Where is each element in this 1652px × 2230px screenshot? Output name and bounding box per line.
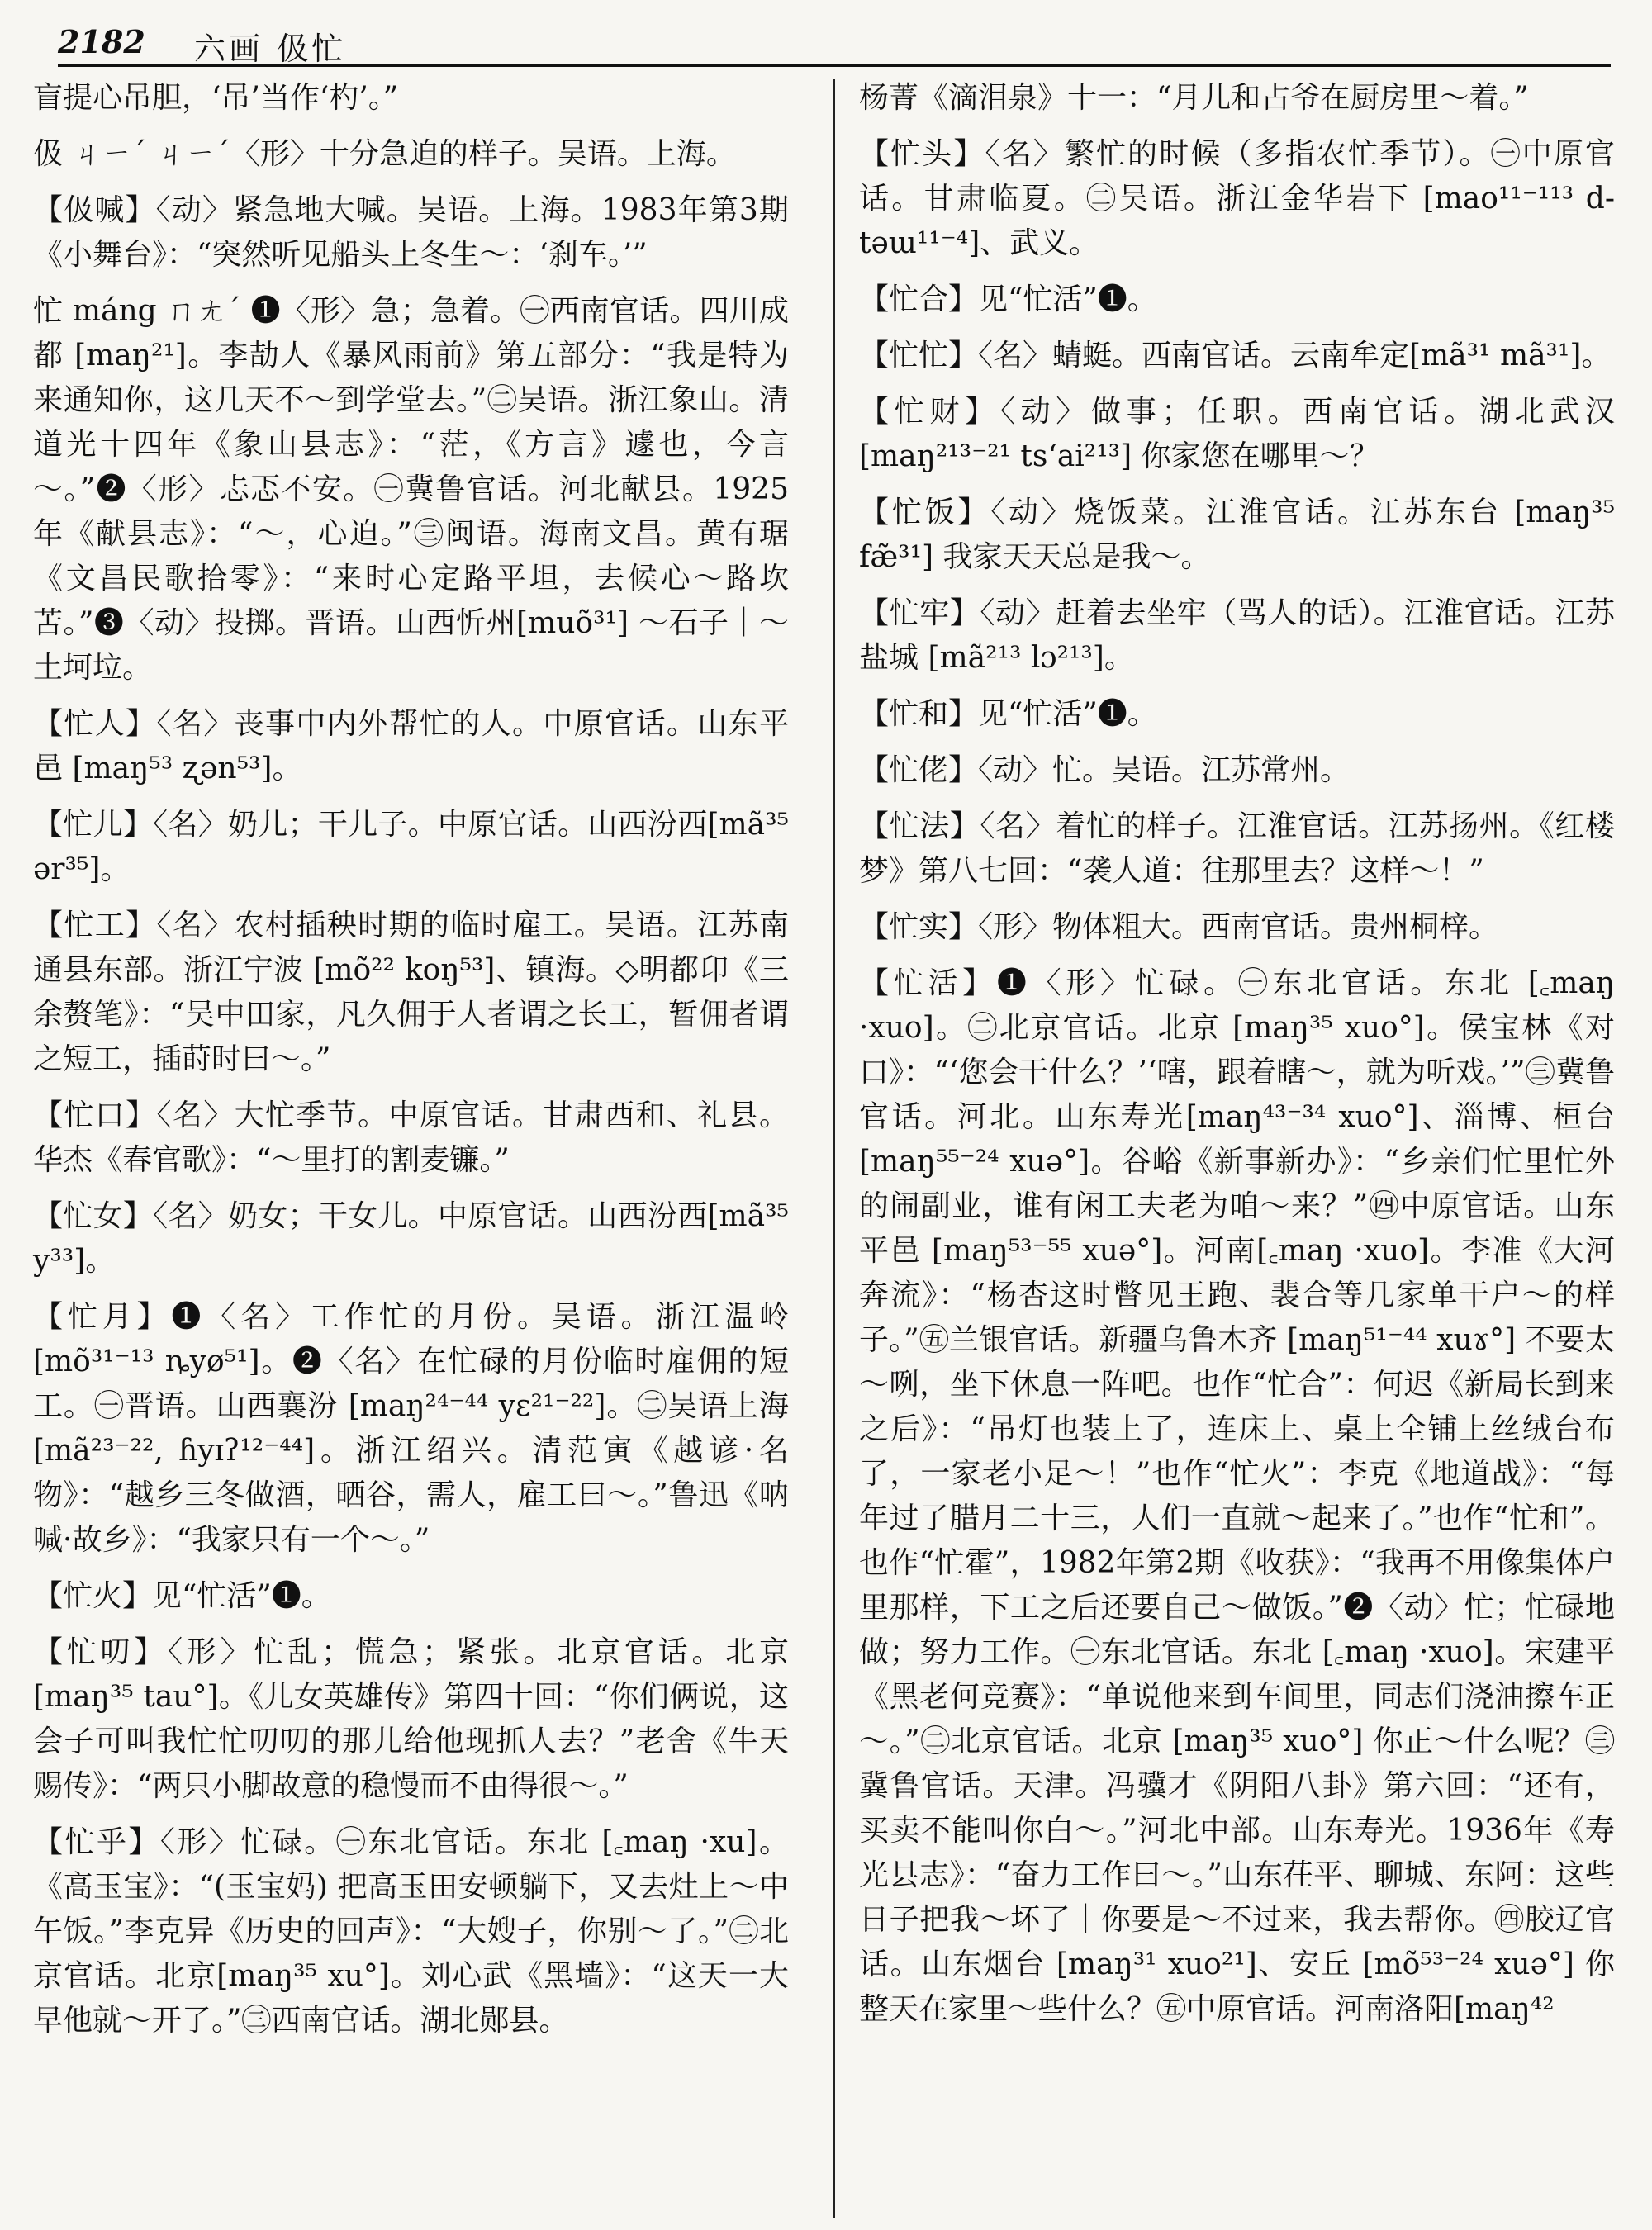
entry-mang-kou: 【忙口】〈名〉大忙季节。中原官话。甘肃西和、礼县。华杰《春官歌》：“～里打的割麦镰。” [33,1098,789,1177]
right-column [859,76,1615,2043]
entry-continuation: 盲提心吊胆，‘吊’当作‘杓’。” [33,81,399,115]
column-divider [833,79,835,2218]
entry-mang-he: 【忙合】见“忙活”❶。 [859,282,1157,316]
entry-mang-gong: 【忙工】〈名〉农村插秧时期的临时雇工。吴语。江苏南通县东部。浙江宁波 [mõ²² koŋ⁵³]、镇海。◇明都卬《三余赘笔》：“吴中田家，凡久佣于人者谓之长工，暂佣者谓之短工，插莳时曰～。” [33,909,789,1076]
page-number: 2182 [58,23,145,60]
entry-mang-huo: 【忙火】见“忙活”❶。 [33,1579,331,1613]
entry-mang-tou: 【忙头】〈名〉繁忙的时候（多指农忙季节）。㊀中原官话。甘肃临夏。㊁吴语。浙江金华岩下 [mao¹¹⁻¹¹³ d-təɯ¹¹⁻⁴]、武义。 [859,137,1615,260]
entry-mang-dao: 【忙叨】〈形〉忙乱；慌急；紧张。北京官话。北京 [maŋ³⁵ tau°]。《儿女英雄传》第四十回：“你们俩说，这会子可叫我忙忙叨叨的那儿给他现抓人去？”老舍《牛天赐传》：“两只小脚故意的稳慢而不由得很～。” [33,1635,789,1803]
entry-continuation-right: 杨菁《滴泪泉》十一：“月儿和占爷在厨房里～着。” [859,81,1529,115]
section-label: 六画 伋忙 [194,31,347,67]
entry-mang-er: 【忙儿】〈名〉奶儿；干儿子。中原官话。山西汾西[mã³⁵ ər³⁵]。 [33,808,789,886]
entry-mang-lao: 【忙牢】〈动〉赶着去坐牢（骂人的话）。江淮官话。江苏盐城 [mã²¹³ lɔ²¹³]。 [859,596,1615,675]
page-header [58,17,1611,67]
entry-mang-yue: 【忙月】❶〈名〉工作忙的月份。吴语。浙江温岭 [mõ³¹⁻¹³ ȵyø⁵¹]。❷〈名〉在忙碌的月份临时雇佣的短工。㊀晋语。山西襄汾 [maŋ²⁴⁻⁴⁴ yɛ²¹⁻²²]。㊁吴语上海 [mã²³⁻²², ɦyɪʔ¹²⁻⁴⁴]。浙江绍兴。清范寅《越谚·名物》：“越乡三冬做酒，晒谷，需人，雇工曰～。”鲁迅《呐喊·故乡》：“我家只有一个～。” [33,1300,789,1557]
entry-mang-nv: 【忙女】〈名〉奶女；干女儿。中原官话。山西汾西[mã³⁵ y³³]。 [33,1199,789,1278]
header-rule [58,64,1611,67]
entry-mang-fan: 【忙饭】〈动〉烧饭菜。江淮官话。江苏东台 [maŋ³⁵ fæ̃³¹] 我家天天总是我～。 [859,496,1615,574]
entry-mang-cai: 【忙财】〈动〉做事；任职。西南官话。湖北武汉 [maŋ²¹³⁻²¹ tsʻai²¹³] 你家您在哪里～？ [859,395,1615,473]
entry-mang-mang: 【忙忙】〈名〉蜻蜓。西南官话。云南牟定[mã³¹ mã³¹]。 [859,339,1612,372]
entry-mang: 忙 máng ㄇㄤˊ ❶〈形〉急；急着。㊀西南官话。四川成都 [maŋ²¹]。李劼人《暴风雨前》第五部分：“我是特为来通知你，这几天不～到学堂去。”㊁吴语。浙江象山。清道光十四年《象山县志》：“茫，《方言》遽也，今言～。”❷〈形〉忐忑不安。㊀冀鲁官话。河北献县。1925年《献县志》：“～，心迫。”㊂闽语。海南文昌。黄有琚《文昌民歌拾零》：“来时心定路平坦，去候心～路坎苦。”❸〈动〉投掷。晋语。山西忻州[muõ³¹] ～石子｜～土坷垃。 [33,294,789,685]
entry-mang-huo2: 【忙活】❶〈形〉忙碌。㊀东北官话。东北 [꜀maŋ ·xuo]。㊁北京官话。北京 [maŋ³⁵ xuo°]。侯宝林《对口》：“‘您会干什么？’‘嗐，跟着瞎～，就为听戏。’”㊂冀鲁官话。河北。山东寿光[maŋ⁴³⁻³⁴ xuo°]、淄博、桓台[maŋ⁵⁵⁻²⁴ xuə°]。谷峪《新事新办》：“乡亲们忙里忙外的闹副业，谁有闲工夫老为咱～来？”㊃中原官话。山东平邑 [maŋ⁵³⁻⁵⁵ xuə°]。河南[꜀maŋ ·xuo]。李准《大河奔流》：“杨杏这时瞥见王跑、裴合等几家单干户～的样子。”㊄兰银官话。新疆乌鲁木齐 [maŋ⁵¹⁻⁴⁴ xuɤ°] 不要太～咧，坐下休息一阵吧。也作“忙合”：何迟《新局长到来之后》：“吊灯也装上了，连床上、桌上全铺上丝绒台布了，一家老小足～！”也作“忙火”：李克《地道战》：“每年过了腊月二十三，人们一直就～起来了。”也作“忙和”。也作“忙霍”，1982年第2期《收获》：“我再不用像集体户里那样，下工之后还要自己～做饭。”❷〈动〉忙；忙碌地做；努力工作。㊀东北官话。东北 [꜀maŋ ·xuo]。宋建平《黑老何竞赛》：“单说他来到车间里，同志们浇油擦车正～。”㊁北京官话。北京 [maŋ³⁵ xuo°] 你正～什么呢？㊂冀鲁官话。天津。冯骥才《阴阳八卦》第六回：“还有，买卖不能叫你白～。”河北中部。山东寿光。1936年《寿光县志》：“奋力工作曰～。”山东茌平、聊城、东阿：这些日子把我～坏了｜你要是～不过来，我去帮你。㊃胶辽官话。山东烟台 [maŋ³¹ xuo²¹]、安丘 [mõ⁵³⁻²⁴ xuə°] 你整天在家里～些什么？㊄中原官话。河南洛阳[maŋ⁴² [859,966,1615,2026]
entry-mang-hu: 【忙乎】〈形〉忙碌。㊀东北官话。东北 [꜀maŋ ·xu]。《高玉宝》：“(玉宝妈) 把高玉田安顿躺下，又去灶上～中午饭。”李克异《历史的回声》：“大嫂子，你别～了。”㊁北京官话。北京[maŋ³⁵ xu°]。刘心武《黑墙》：“这天一大早他就～开了。”㊂西南官话。湖北郧县。 [33,1825,789,2038]
entry-mang-fa: 【忙法】〈名〉着忙的样子。江淮官话。江苏扬州。《红楼梦》第八七回：“袭人道：往那里去？这样～！” [859,809,1615,888]
entry-mang-shi: 【忙实】〈形〉物体粗大。西南官话。贵州桐梓。 [859,910,1499,944]
entry-mang-ren: 【忙人】〈名〉丧事中内外帮忙的人。中原官话。山东平邑 [maŋ⁵³ ʐən⁵³]。 [33,707,789,785]
entry-mang-he2: 【忙和】见“忙活”❶。 [859,697,1157,731]
entry-mang-lao2: 【忙佬】〈动〉忙。吴语。江苏常州。 [859,753,1351,787]
entry-ji-han: 【伋喊】〈动〉紧急地大喊。吴语。上海。1983年第3期《小舞台》：“突然听见船头上冬生～：‘刹车。’” [33,193,789,272]
entry-ji: 伋 ㄐㄧˊ ㄐㄧˊ〈形〉十分急迫的样子。吴语。上海。 [33,137,736,171]
left-column [33,76,789,2055]
